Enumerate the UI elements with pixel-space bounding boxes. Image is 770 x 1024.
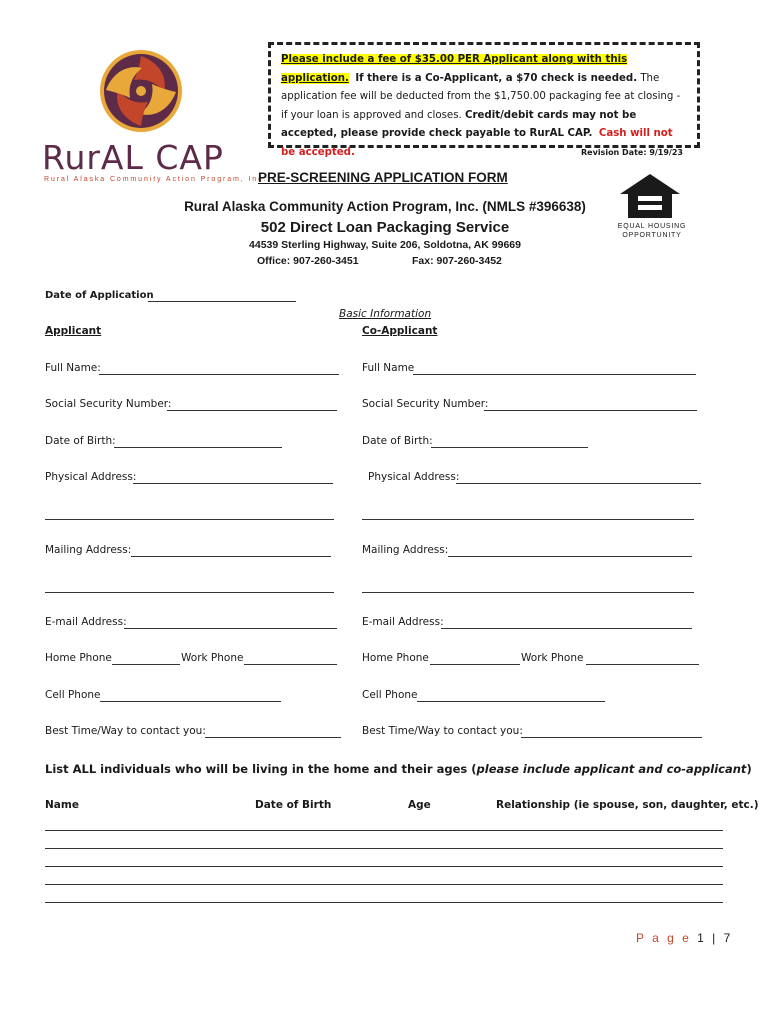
applicant-cell-phone-field[interactable] [100,701,281,702]
applicant-full-name-field[interactable] [99,374,339,375]
applicant-mailing-address-field[interactable] [131,556,331,557]
household-row[interactable] [45,848,723,849]
coapplicant-physical-address-field[interactable] [456,483,701,484]
coapplicant-heading: Co-Applicant [362,325,438,337]
applicant-email-field[interactable] [124,628,337,629]
applicant-cell-phone-label: Cell Phone [45,689,101,701]
date-of-application-field[interactable] [148,301,296,302]
basic-information-heading: Basic Information [339,308,432,320]
coapplicant-cell-phone-label: Cell Phone [362,689,418,701]
applicant-home-phone-field[interactable] [112,664,180,665]
coapplicant-best-time-label: Best Time/Way to contact you: [362,725,523,737]
applicant-mailing-address-line2[interactable] [45,592,334,593]
fax-number: Fax: 907-260-3452 [412,255,502,267]
equal-housing-label: EQUAL HOUSING OPPORTUNITY [617,223,687,239]
coapplicant-dob-field[interactable] [431,447,588,448]
office-phone: Office: 907-260-3451 [257,255,359,267]
applicant-home-phone-label: Home Phone [45,652,112,664]
coapplicant-full-name-field[interactable] [413,374,696,375]
applicant-best-time-label: Best Time/Way to contact you: [45,725,206,737]
household-row[interactable] [45,866,723,867]
coapplicant-mailing-address-field[interactable] [448,556,692,557]
applicant-dob-label: Date of Birth: [45,435,116,447]
column-date-of-birth: Date of Birth [255,799,332,811]
fee-deduction-text: The application fee will be deducted from the $1,750.00 packaging fee at closing - if your loan is approved and closes. [281,72,681,121]
coapplicant-best-time-field[interactable] [521,737,702,738]
coapplicant-email-label: E-mail Address: [362,616,444,628]
date-of-application-label: Date of Application [45,290,154,301]
coapplicant-mailing-address-line2[interactable] [362,592,694,593]
applicant-physical-address-line2[interactable] [45,519,334,520]
revision-date: Revision Date: 9/19/23 [581,147,683,157]
applicant-heading: Applicant [45,325,102,337]
coapplicant-mailing-address-label: Mailing Address: [362,544,449,556]
coapplicant-home-phone-label: Home Phone [362,652,429,664]
organization-name: Rural Alaska Community Action Program, Inc. (NMLS #396638) [184,199,586,214]
column-age: Age [408,799,431,811]
no-cash-text: Cash will not be accepted. [281,128,673,158]
column-name: Name [45,799,79,811]
coapplicant-fee-text: If there is a Co-Applicant, a $70 check is needed. [355,72,638,84]
coapplicant-work-phone-field[interactable] [586,664,699,665]
applicant-physical-address-label: Physical Address: [45,471,137,483]
household-heading: List ALL individuals who will be living in the home and their ages (please include applicant and co-applicant) [45,762,752,776]
applicant-full-name-label: Full Name: [45,362,101,374]
office-address: 44539 Sterling Highway, Suite 206, Soldotna, AK 99669 [249,239,521,251]
service-name: 502 Direct Loan Packaging Service [260,219,510,236]
household-row[interactable] [45,902,723,903]
coapplicant-physical-address-label: Physical Address: [368,471,460,483]
applicant-best-time-field[interactable] [205,737,341,738]
logo-tagline: Rural Alaska Community Action Program, Inc. [44,176,268,183]
coapplicant-ssn-label: Social Security Number: [362,398,489,410]
form-title: PRE-SCREENING APPLICATION FORM [258,170,508,185]
coapplicant-ssn-field[interactable] [484,410,697,411]
payment-method-text: Credit/debit cards may not be accepted, please provide check payable to RurAL CAP. [281,109,637,140]
applicant-work-phone-field[interactable] [244,664,337,665]
household-row[interactable] [45,884,723,885]
rural-cap-logo-icon [98,48,184,134]
coapplicant-work-phone-label: Work Phone [521,652,584,664]
coapplicant-full-name-label: Full Name [362,362,415,374]
fee-notice-box [268,42,700,158]
coapplicant-home-phone-field[interactable] [430,664,520,665]
applicant-work-phone-label: Work Phone [181,652,244,664]
applicant-ssn-field[interactable] [167,410,337,411]
applicant-ssn-label: Social Security Number: [45,398,172,410]
applicant-email-label: E-mail Address: [45,616,127,628]
logo-wordmark: RurAL CAP [42,138,224,177]
coapplicant-physical-address-line2[interactable] [362,519,694,520]
applicant-mailing-address-label: Mailing Address: [45,544,132,556]
household-row[interactable] [45,830,723,831]
coapplicant-cell-phone-field[interactable] [417,701,605,702]
applicant-dob-field[interactable] [114,447,282,448]
column-relationship: Relationship (ie spouse, son, daughter, etc.) [496,799,759,811]
coapplicant-email-field[interactable] [441,628,692,629]
applicant-physical-address-field[interactable] [133,483,333,484]
page-number: P a g e 1 | 7 [636,931,733,945]
fee-highlight: Please include a fee of $35.00 PER Applicant along with this application. [281,54,628,84]
coapplicant-dob-label: Date of Birth: [362,435,433,447]
